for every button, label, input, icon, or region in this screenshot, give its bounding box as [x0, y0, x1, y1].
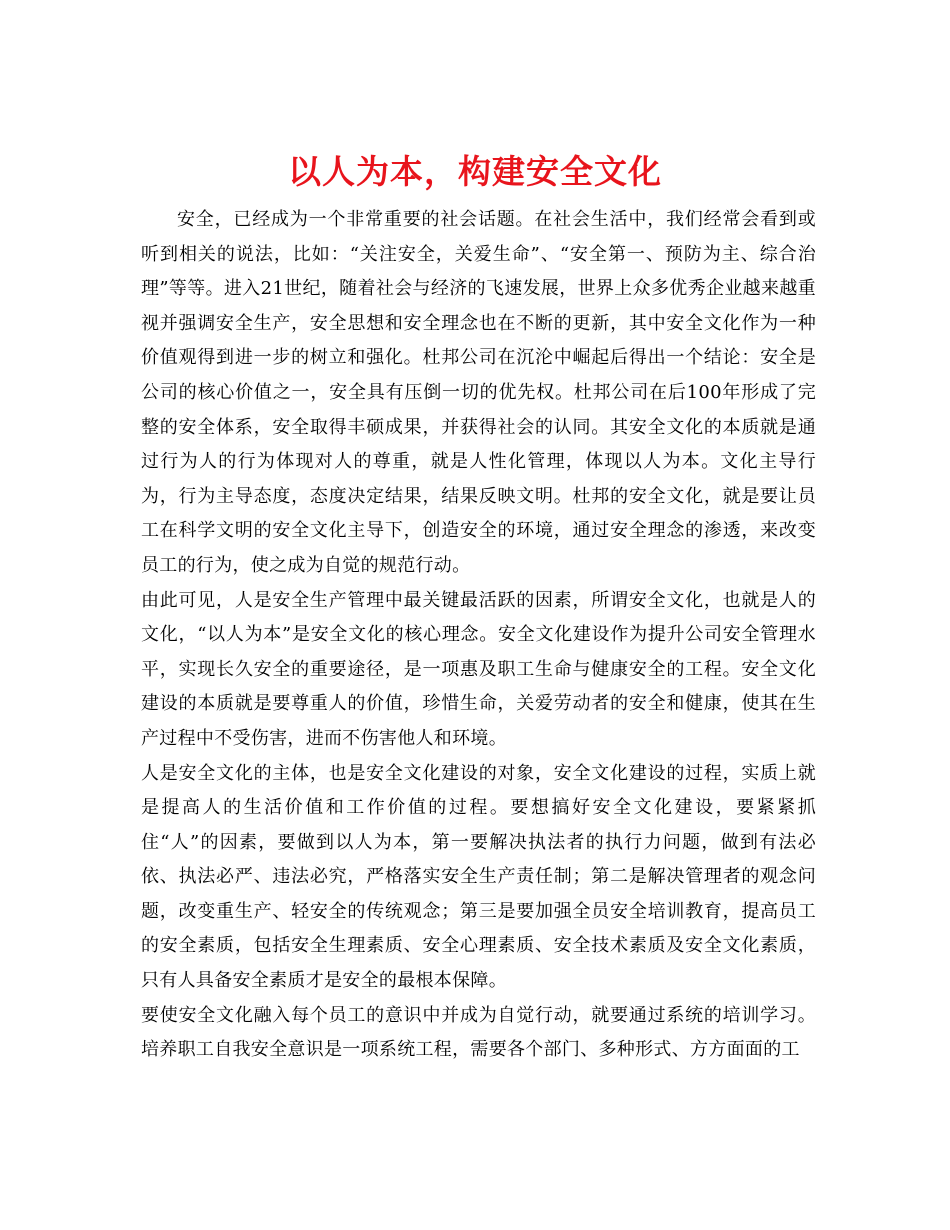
- document-title: 以人为本，构建安全文化: [288, 152, 662, 192]
- paragraph-safety-subject: 人是安全文化的主体，也是安全文化建设的对象，安全文化建设的过程，实质上就是提高人的生活价值和工作价值的过程。要想搞好安全文化建设，要紧紧抓住“人”的因素，要做到以人为本，第一要解决执法者的执行力问题，做到有法必依、执法必严、违法必究，严格落实安全生产责任制；第二是解决管理者的观念问题，改变重生产、轻安全的传统观念；第三是要加强全员安全培训教育，提高员工的安全素质，包括安全生理素质、安全心理素质、安全技术素质及安全文化素质，只有人具备安全素质才是安全的最根本保障。: [141, 762, 816, 992]
- paragraph-human-factor: 由此可见，人是安全生产管理中最关键最活跃的因素，所谓安全文化，也就是人的文化，“以人为本”是安全文化的核心理念。安全文化建设作为提升公司安全管理水平，实现长久安全的重要途径，是一项惠及职工生命与健康安全的工程。安全文化建设的本质就是要尊重人的价值，珍惜生命，关爱劳动者的安全和健康，使其在生产过程中不受伤害，进而不伤害他人和环境。: [141, 589, 816, 749]
- paragraph-intro: 安全，已经成为一个非常重要的社会话题。在社会生活中，我们经常会看到或听到相关的说法，比如：“关注安全，关爱生命”、“安全第一、预防为主、综合治理”等等。进入21世纪，随着社会与经济的飞速发展，世界上众多优秀企业越来越重视并强调安全生产，安全思想和安全理念也在不断的更新，其中安全文化作为一种价值观得到进一步的树立和强化。杜邦公司在沉沦中崛起后得出一个结论：安全是公司的核心价值之一，安全具有压倒一切的优先权。杜邦公司在后100年形成了完整的安全体系，安全取得丰硕成果，并获得社会的认同。其安全文化的本质就是通过行为人的行为体现对人的尊重，就是人性化管理，体现以人为本。文化主导行为，行为主导态度，态度决定结果，结果反映文明。杜邦的安全文化，就是要让员工在科学文明的安全文化主导下，创造安全的环境，通过安全理念的渗透，来改变员工的行为，使之成为自觉的规范行动。: [141, 209, 816, 576]
- document-body: [141, 203, 816, 1068]
- paragraph-training: 要使安全文化融入每个员工的意识中并成为自觉行动，就要通过系统的培训学习。培养职工自我安全意识是一项系统工程，需要各个部门、多种形式、方方面面的工: [141, 1004, 816, 1061]
